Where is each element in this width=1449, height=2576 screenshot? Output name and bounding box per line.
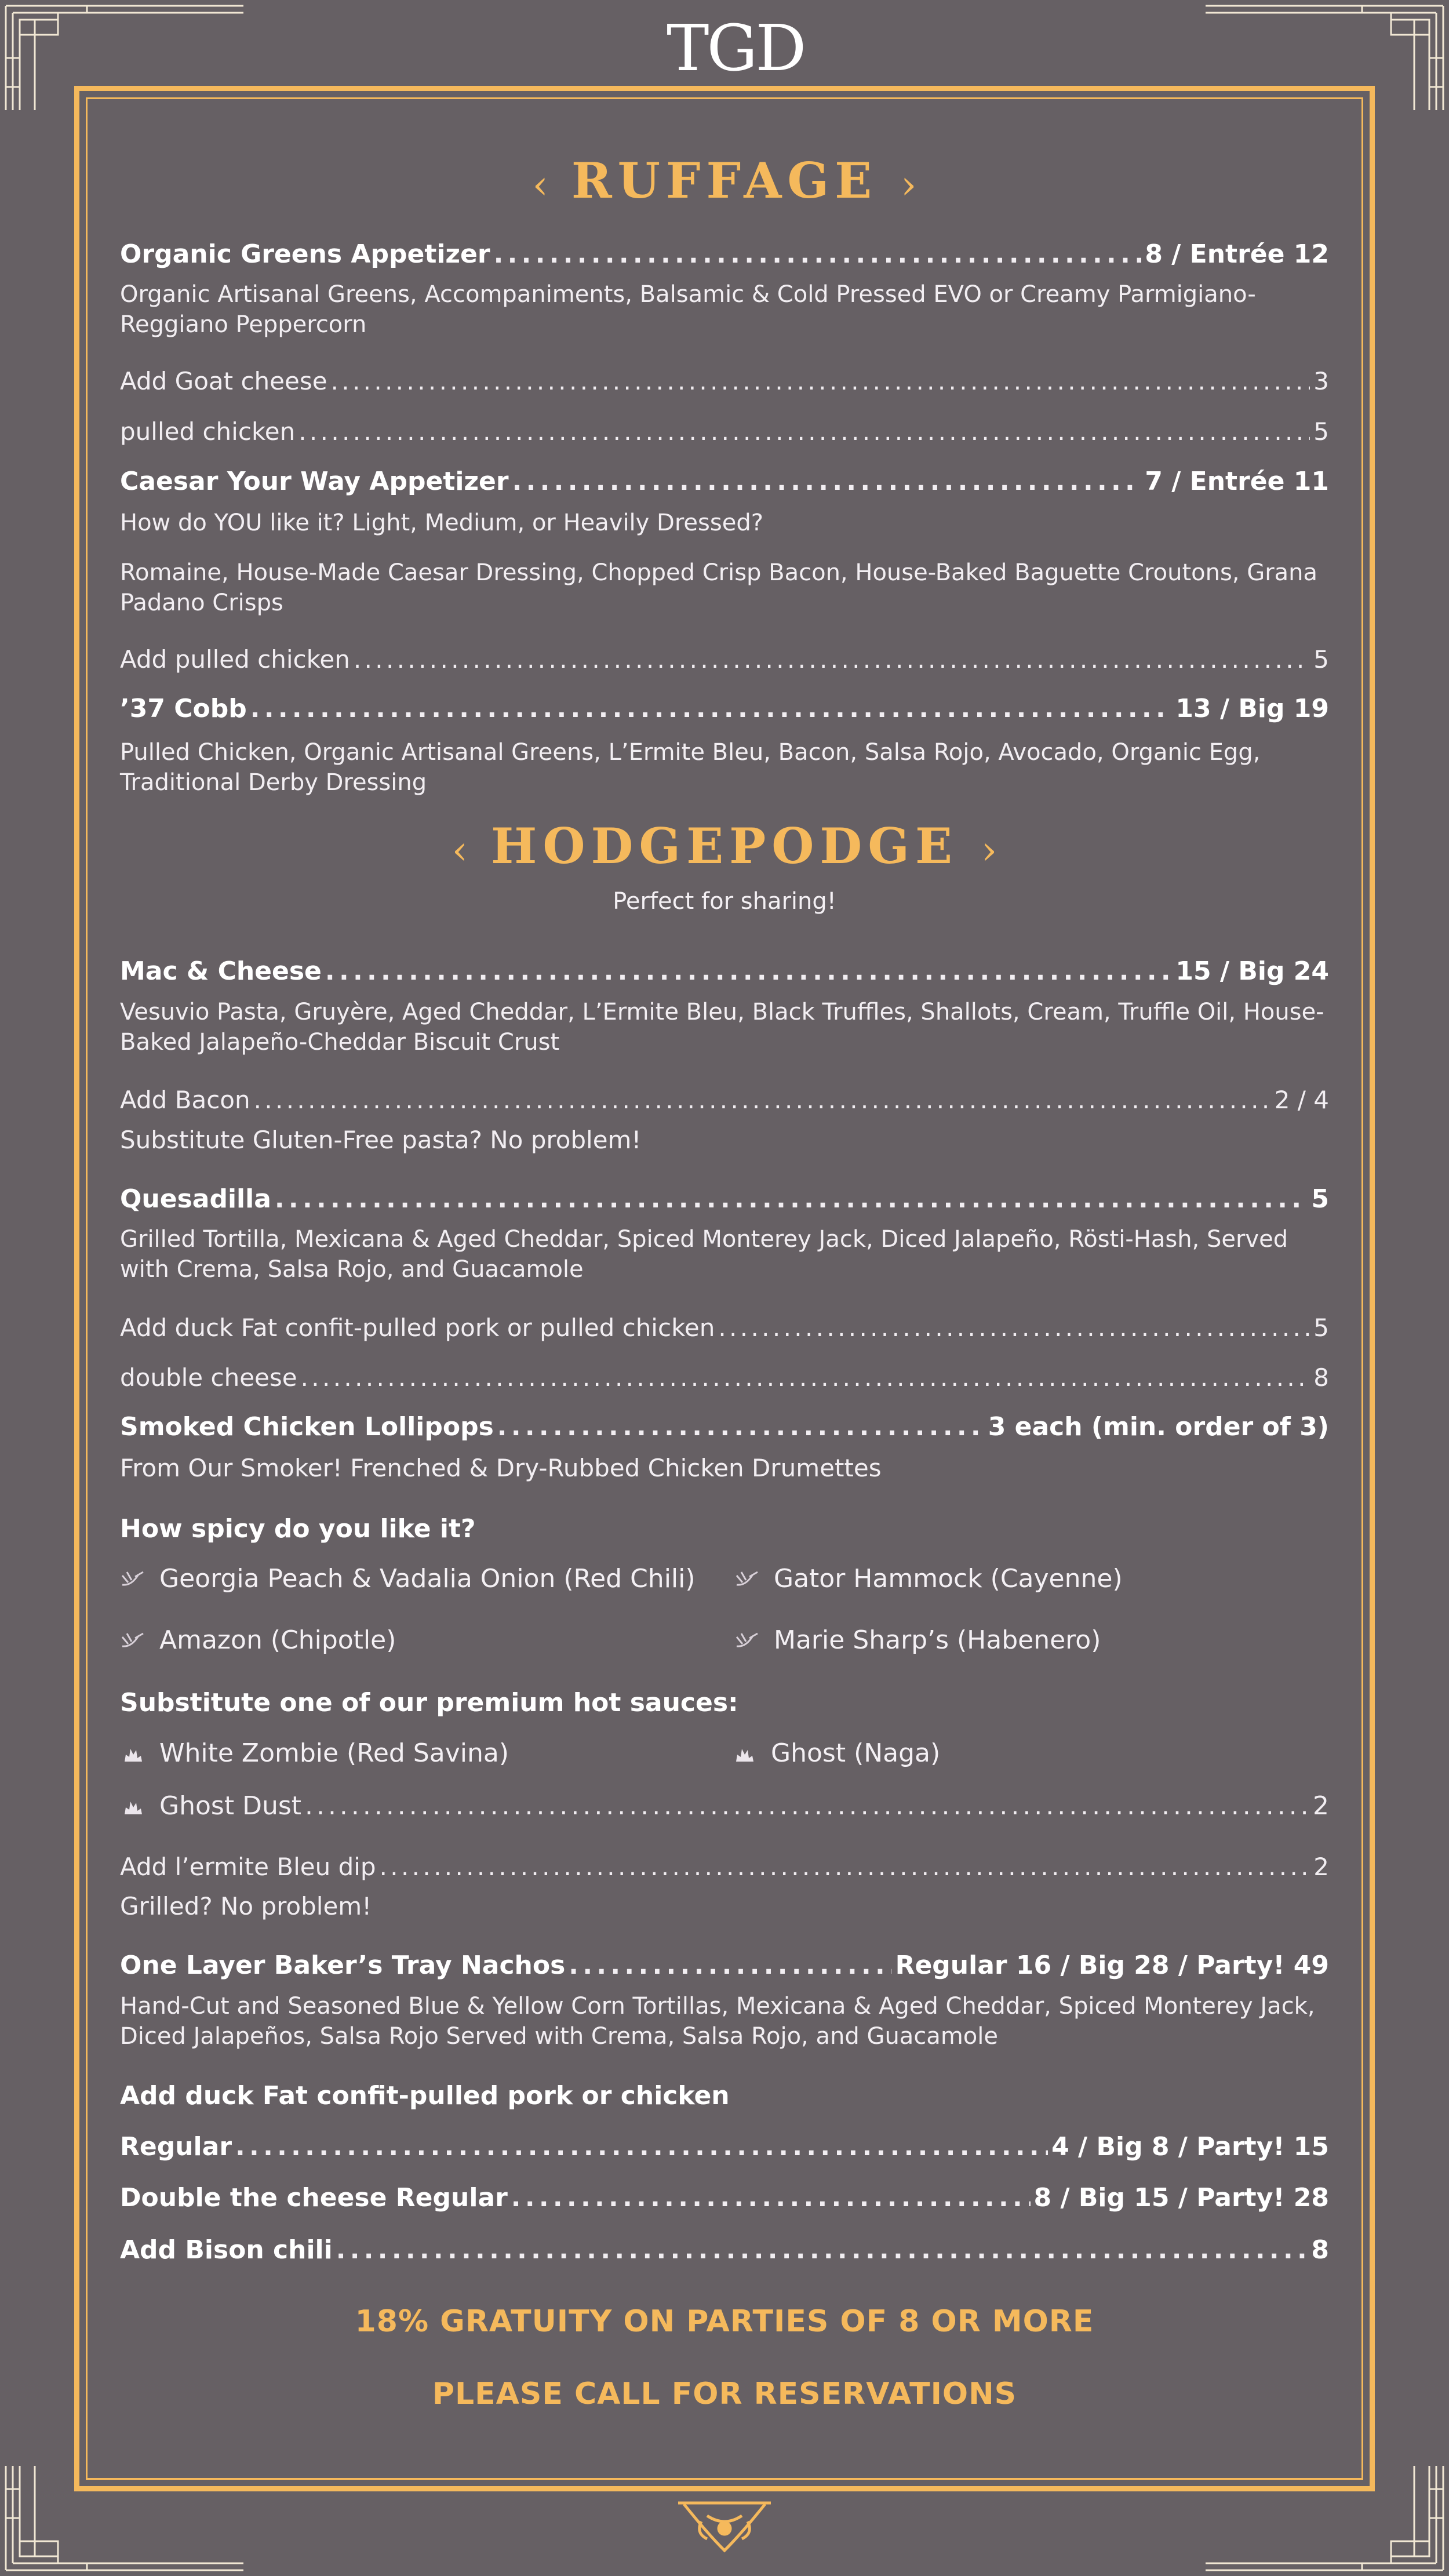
logo: TGD [667, 11, 804, 85]
leader-dots [254, 1086, 1271, 1114]
section-title-text: RUFFAGE [571, 152, 878, 209]
inner-frame [86, 97, 1363, 2480]
leader-dots [301, 1363, 1310, 1392]
addon-double-cheese [120, 1363, 1329, 1392]
item-description: Organic Artisanal Greens, Accompaniments, Balsamic & Cold Pressed EVO or Creamy Parmigiano-Reggiano Peppercorn [120, 281, 1256, 338]
leader-dots [250, 694, 1173, 723]
item-name: Mac & Cheese [120, 956, 322, 986]
nachos-addon-regular [120, 2132, 1329, 2162]
menu-item-lollipops [120, 1412, 1329, 1442]
menu-item-caesar [120, 467, 1329, 496]
section-title-ruffage [120, 152, 1329, 209]
bottom-ornament-icon [672, 2498, 777, 2562]
item-price: 3 each (min. order of 3) [988, 1412, 1329, 1442]
leader-dots [380, 1853, 1310, 1881]
nachos-addon-double-cheese [120, 2183, 1329, 2213]
item-price: 4 / Big 8 / Party! 15 [1051, 2132, 1329, 2162]
sauce-option [120, 1625, 396, 1655]
item-description: Pulled Chicken, Organic Artisanal Greens, L’Ermite Bleu, Bacon, Salsa Rojo, Avocado, Organic Egg, Traditional Derby Dressing [120, 739, 1261, 796]
addon-price: 5 [1313, 1314, 1329, 1342]
sauce-name: Ghost Dust [159, 1791, 302, 1821]
section-note: Perfect for sharing! [613, 888, 836, 915]
premium-sauce-option [120, 1738, 509, 1768]
leader-dots [336, 2235, 1308, 2265]
nachos-addon-bison-chili [120, 2235, 1329, 2265]
leader-dots [275, 1184, 1308, 1214]
leader-dots [331, 367, 1310, 395]
pepper-icon [734, 1567, 761, 1591]
sauce-option [734, 1625, 1101, 1655]
sauce-option [120, 1564, 696, 1593]
item-price: Regular 16 / Big 28 / Party! 49 [895, 1951, 1329, 1980]
item-name: Caesar Your Way Appetizer [120, 467, 509, 496]
item-description: From Our Smoker! Frenched & Dry-Rubbed Chicken Drumettes [120, 1454, 882, 1482]
leader-dots [497, 1412, 985, 1442]
item-price: 8 [1311, 2235, 1329, 2265]
item-name: Add Bison chili [120, 2235, 333, 2265]
leader-dots [325, 956, 1172, 986]
leader-dots [569, 1951, 891, 1980]
item-question: How do YOU like it? Light, Medium, or Heavily Dressed? [120, 510, 763, 536]
addon-name: Add duck Fat confit-pulled pork or pulled chicken [120, 1314, 715, 1342]
item-name: Organic Greens Appetizer [120, 239, 490, 269]
grilled-note: Grilled? No problem! [120, 1892, 372, 1920]
addon-name: pulled chicken [120, 417, 296, 446]
item-description: Vesuvio Pasta, Gruyère, Aged Cheddar, L’Ermite Bleu, Black Truffles, Shallots, Cream, Truffle Oil, House-Baked Jalapeño-Cheddar Biscuit Crust [120, 999, 1324, 1056]
addon-price: 2 [1313, 1791, 1329, 1821]
flame-icon [731, 1742, 758, 1765]
sauce-name: Gator Hammock (Cayenne) [774, 1564, 1123, 1593]
item-price: 7 / Entrée 11 [1145, 467, 1329, 496]
pepper-icon [120, 1567, 147, 1591]
chevron-right-icon: › [901, 162, 917, 208]
chevron-left-icon: ‹ [452, 827, 468, 874]
addon-name: double cheese [120, 1363, 297, 1392]
item-name: ’37 Cobb [120, 694, 247, 723]
addon-goat-cheese [120, 367, 1329, 395]
menu-item-mac-cheese [120, 956, 1329, 986]
sauce-option [734, 1564, 1123, 1593]
item-price: 13 / Big 19 [1175, 694, 1329, 723]
sauce-name: Marie Sharp’s (Habenero) [774, 1625, 1101, 1655]
leader-dots [235, 2132, 1048, 2162]
item-name: Smoked Chicken Lollipops [120, 1412, 494, 1442]
spicy-question: How spicy do you like it? [120, 1514, 476, 1544]
premium-question: Substitute one of our premium hot sauces: [120, 1688, 738, 1718]
addon-price: 2 [1313, 1853, 1329, 1881]
menu-item-quesadilla [120, 1184, 1329, 1214]
flame-icon [120, 1742, 147, 1765]
addon-name: Add l’ermite Bleu dip [120, 1853, 376, 1881]
reservations-notice: PLEASE CALL FOR RESERVATIONS [432, 2377, 1017, 2411]
premium-sauce-option [731, 1738, 940, 1768]
addon-name: Add Bacon [120, 1086, 250, 1114]
gratuity-notice: 18% GRATUITY ON PARTIES OF 8 OR MORE [355, 2304, 1094, 2339]
item-price: 8 / Entrée 12 [1145, 239, 1329, 269]
chevron-right-icon: › [981, 827, 997, 874]
item-price: 15 / Big 24 [1175, 956, 1329, 986]
premium-sauce-ghost-dust [120, 1791, 1329, 1821]
addon-name: Add Goat cheese [120, 367, 327, 395]
section-title-hodgepodge [120, 817, 1329, 875]
leader-dots [298, 417, 1310, 446]
sauce-name: Amazon (Chipotle) [159, 1625, 396, 1655]
sauce-name: White Zombie (Red Savina) [159, 1738, 509, 1768]
addon-price: 5 [1313, 417, 1329, 446]
item-name: Quesadilla [120, 1184, 271, 1214]
addon-price: 2 / 4 [1274, 1086, 1329, 1114]
leader-dots [511, 2183, 1031, 2213]
leader-dots [305, 1791, 1309, 1821]
flame-icon [120, 1795, 147, 1818]
menu-item-organic-greens [120, 239, 1329, 269]
addon-duck-fat [120, 1314, 1329, 1342]
gluten-free-note: Substitute Gluten-Free pasta? No problem! [120, 1126, 642, 1154]
item-price: 8 / Big 15 / Party! 28 [1033, 2183, 1329, 2213]
item-name: Regular [120, 2132, 232, 2162]
item-description: Hand-Cut and Seasoned Blue & Yellow Corn Tortillas, Mexicana & Aged Cheddar, Spiced Monterey Jack, Diced Jalapeños, Salsa Rojo Served with Crema, Salsa Rojo, and Guacamole [120, 1993, 1315, 2050]
menu-item-cobb [120, 694, 1329, 723]
addon-caesar-chicken [120, 645, 1329, 674]
nachos-addon-heading: Add duck Fat confit-pulled pork or chicken [120, 2081, 730, 2111]
leader-dots [512, 467, 1142, 496]
addon-name: Add pulled chicken [120, 645, 350, 674]
item-name: One Layer Baker’s Tray Nachos [120, 1951, 566, 1980]
addon-price: 3 [1313, 367, 1329, 395]
addon-price: 5 [1313, 645, 1329, 674]
chevron-left-icon: ‹ [532, 162, 548, 208]
sauce-name: Ghost (Naga) [771, 1738, 941, 1768]
item-price: 5 [1311, 1184, 1329, 1214]
addon-pulled-chicken [120, 417, 1329, 446]
item-description: Romaine, House-Made Caesar Dressing, Chopped Crisp Bacon, House-Baked Baguette Croutons, Grana Padano Crisps [120, 559, 1318, 616]
leader-dots [494, 239, 1142, 269]
addon-bleu-dip [120, 1853, 1329, 1881]
menu-item-nachos [120, 1951, 1329, 1980]
item-name: Double the cheese Regular [120, 2183, 508, 2213]
item-description: Grilled Tortilla, Mexicana & Aged Cheddar, Spiced Monterey Jack, Diced Jalapeño, Rösti-Hash, Served with Crema, Salsa Rojo, and Guacamole [120, 1226, 1288, 1283]
pepper-icon [120, 1629, 147, 1652]
pepper-icon [734, 1629, 761, 1652]
leader-dots [354, 645, 1310, 674]
addon-bacon [120, 1086, 1329, 1114]
addon-price: 8 [1313, 1363, 1329, 1392]
leader-dots [718, 1314, 1310, 1342]
sauce-name: Georgia Peach & Vadalia Onion (Red Chili) [159, 1564, 696, 1593]
section-title-text: HODGEPODGE [490, 817, 959, 875]
